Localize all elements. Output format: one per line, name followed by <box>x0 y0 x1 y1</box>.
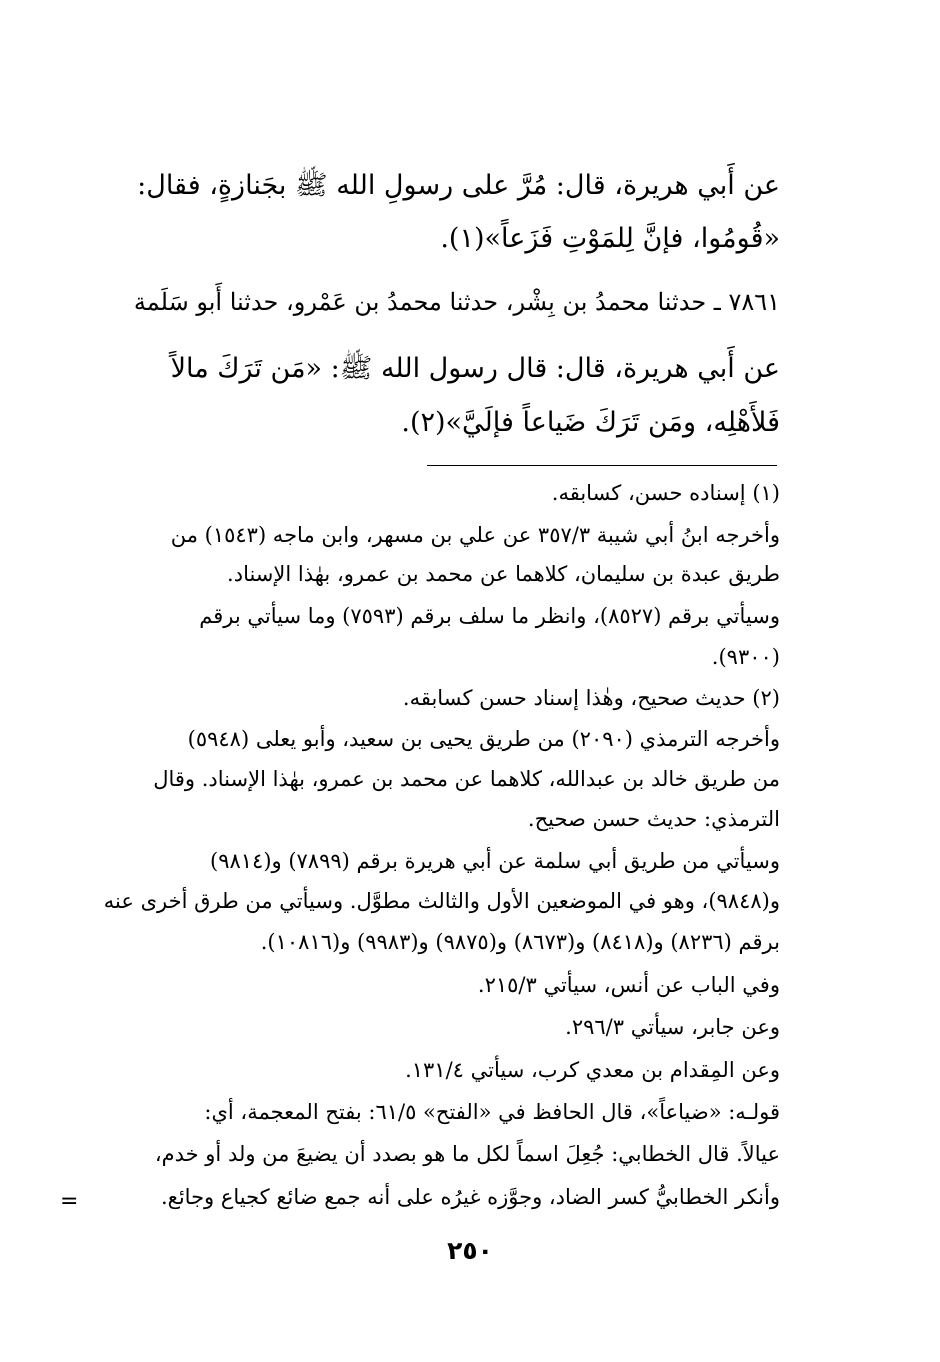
main-line: فَلأَهْلِه، ومَن تَرَكَ ضَياعاً فإلَيَّ»(٢). <box>401 407 780 438</box>
page-number: ٢٥٠ <box>447 1236 493 1265</box>
footnote-line: وسيأتي برقم (٨٥٢٧)، وانظر ما سلف برقم (٧٥٩٣) وما سيأتي برقم <box>199 604 780 628</box>
footnote-line: طريق عبدة بن سليمان، كلاهما عن محمد بن عمرو، بهٰذا الإسناد. <box>227 562 780 586</box>
footnote-line: برقم (٨٢٣٦) و(٨٤١٨) و(٨٦٧٣) و(٩٨٧٥) و(٩٩٨٣) و(١٠٨١٦). <box>260 930 780 954</box>
main-line: «قُومُوا، فإنَّ لِلمَوْتِ فَزَعاً»(١). <box>440 223 780 254</box>
footnote-line: (٩٣٠٠). <box>711 645 780 669</box>
main-line: عن أَبي هريرة، قال: قال رسول الله ﷺ: «مَن تَرَكَ مالاً <box>170 353 780 384</box>
footnote-line: وعن جابر، سيأتي ٢٩٦/٣. <box>565 1015 780 1039</box>
footnote-line: (١) إسناده حسن، كسابقه. <box>551 481 780 505</box>
footnote-line: وعن المِقدام بن معدي كرب، سيأتي ١٣١/٤. <box>405 1058 780 1082</box>
main-line: عن أَبي هريرة، قال: مُرَّ على رسولِ الله ﷺ بجَنازةٍ، فقال: <box>137 170 780 201</box>
hadith-number-line: ٧٨٦١ ـ حدثنا محمدُ بن بِشْر، حدثنا محمدُ بن عَمْرو، حدثنا أَبو سَلَمة <box>133 288 780 316</box>
footnote-line: وفي الباب عن أنس، سيأتي ٢١٥/٣. <box>477 973 780 997</box>
footnote-separator <box>427 465 777 466</box>
footnote-line: وأخرجه ابنُ أبي شيبة ٣٥٧/٣ عن علي بن مسهر، وابن ماجه (١٥٤٣) من <box>170 523 780 547</box>
footnote-line: عيالاً. قال الخطابي: جُعِلَ اسماً لكل ما هو بصدد أن يضيعَ من ولد أو خدم، <box>154 1142 780 1166</box>
footnote-line: من طريق خالد بن عبدالله، كلاهما عن محمد بن عمرو، بهٰذا الإسناد. وقال <box>153 767 780 791</box>
footnote-line: (٢) حديث صحيح، وهٰذا إسناد حسن كسابقه. <box>402 686 780 710</box>
footnote-line: وسيأتي من طريق أبي سلمة عن أبي هريرة برقم (٧٨٩٩) و(٩٨١٤) <box>209 849 780 873</box>
footnote-line: قولـه: «ضياعاً»، قال الحافظ في «الفتح» ٦١/٥: بفتح المعجمة، أي: <box>204 1100 780 1124</box>
footnote-line: وأنكر الخطابيُّ كسر الضاد، وجوَّزه غيرُه على أنه جمع ضائع كجياع وجائع. <box>160 1185 780 1209</box>
footnote-line: وأخرجه الترمذي (٢٠٩٠) من طريق يحيى بن سعيد، وأبو يعلى (٥٩٤٨) <box>187 727 780 751</box>
footnote-line: و(٩٨٤٨)، وهو في الموضعين الأول والثالث مطوَّل. وسيأتي من طرق أخرى عنه <box>103 889 780 913</box>
footnote-line: الترمذي: حديث حسن صحيح. <box>527 807 780 831</box>
continuation-mark: = <box>60 1189 79 1214</box>
